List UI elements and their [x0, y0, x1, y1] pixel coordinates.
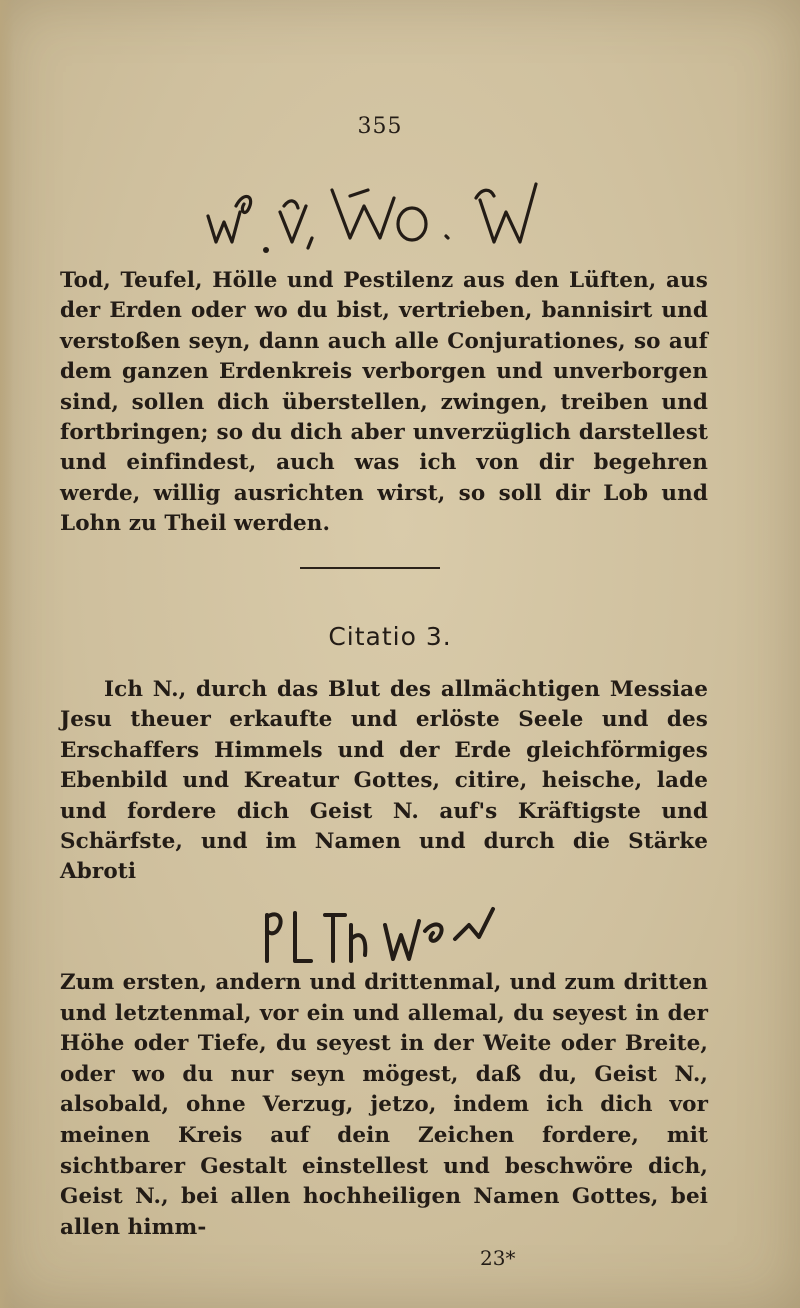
magic-seal-glyph-middle	[255, 895, 505, 970]
page-gutter-shadow	[0, 0, 14, 1308]
signature-mark: 23*	[480, 1246, 516, 1270]
section-heading: Citatio 3.	[328, 622, 452, 651]
invocation-paragraph	[60, 968, 708, 1243]
paragraph-continuation	[60, 266, 708, 540]
paragraph-text: Tod, Teufel, Hölle und Pestilenz aus den Lüften, aus der Erden oder wo du bist, vertrieben, bannisirt und verstoßen seyn, dann auch alle Conjurationes, so auf dem ganzen Erdenkreis verborgen und unverborgen sind, sollen dich überstellen, zwingen, treiben und fortbringen; so du dich aber unverzüglich darstellest und einfindest, auch was ich von dir begehren werde, willig ausrichten wirst, so soll dir Lob und Lohn zu Theil werden.	[60, 268, 708, 537]
citation-paragraph	[60, 675, 708, 888]
paragraph-text: Ich N., durch das Blut des allmächtigen Messiae Jesu theuer erkaufte und erlöste Seele und des Erschaffers Himmels und der Erde gleichförmiges Ebenbild und Kreatur Gottes, citire, heische, lade und fordere dich Geist N. auf's Kräftigste und Schärfste, und im Namen und durch die Stärke Abroti	[60, 677, 708, 885]
section-divider	[300, 567, 440, 569]
magic-seal-glyph-top	[200, 176, 550, 256]
paragraph-text: Zum ersten, andern und drittenmal, und zum dritten und letztenmal, vor ein und allemal, du seyest in der Höhe oder Tiefe, du seyest in der Weite oder Breite, oder wo du nur seyn mögest, daß du, Geist N., alsobald, ohne Verzug, jetzo, indem ich dich vor meinen Kreis auf dein Zeichen fordere, mit sichtbarer Gestalt einstellest und beschwöre dich, Geist N., bei allen hochheiligen Namen Gottes, bei allen himm-	[60, 970, 708, 1240]
page-number: 355	[357, 114, 403, 139]
